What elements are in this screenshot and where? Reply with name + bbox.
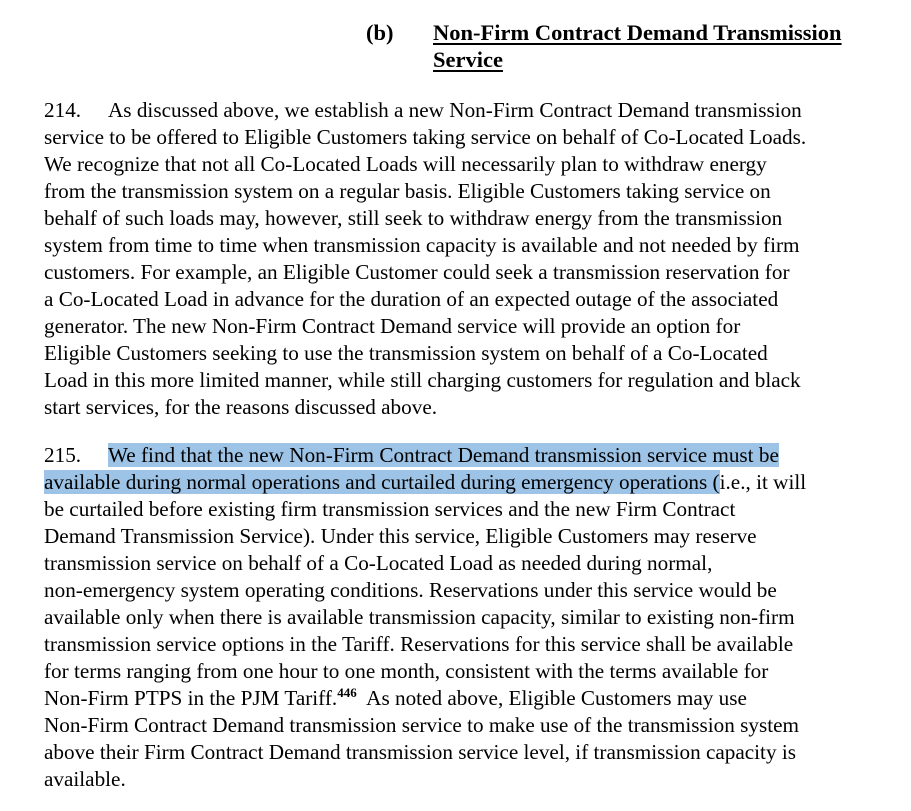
paragraph-214: [44, 97, 894, 421]
section-title: [433, 19, 883, 73]
paragraph-line: available.: [44, 767, 126, 791]
section-title-line: Non-Firm Contract Demand Transmission: [433, 20, 842, 45]
paragraph-line: behalf of such loads may, however, still seek to withdraw energy from the transmission: [44, 206, 783, 230]
paragraph-line: transmission service options in the Tariff. Reservations for this service shall be available: [44, 632, 794, 656]
paragraph-line: Demand Transmission Service). Under this service, Eligible Customers may reserve: [44, 524, 757, 548]
paragraph-line: from the transmission system on a regular basis. Eligible Customers taking service on: [44, 179, 771, 203]
paragraph-line: Non-Firm Contract Demand transmission service to make use of the transmission system: [44, 713, 799, 737]
section-title-line: Service: [433, 47, 503, 72]
paragraph-line: transmission service on behalf of a Co-Located Load as needed during normal,: [44, 551, 713, 575]
paragraph-215: [44, 442, 894, 793]
paragraph-line: generator. The new Non-Firm Contract Demand service will provide an option for: [44, 314, 741, 338]
paragraph-line: a Co-Located Load in advance for the duration of an expected outage of the associated: [44, 287, 779, 311]
paragraph-line: 214. As discussed above, we establish a new Non-Firm Contract Demand transmission: [44, 98, 802, 122]
paragraph-line: Non-Firm PTPS in the PJM Tariff.$^{446}$ As noted above, Eligible Customers may use: [44, 685, 747, 710]
paragraph-line: customers. For example, an Eligible Customer could seek a transmission reservation for: [44, 260, 790, 284]
paragraph-line: available only when there is available transmission capacity, similar to existing non-firm: [44, 605, 795, 629]
paragraph-line: Eligible Customers seeking to use the transmission system on behalf of a Co-Located: [44, 341, 768, 365]
paragraph-line: non-emergency system operating conditions. Reservations under this service would be: [44, 578, 777, 602]
paragraph-line: available during normal operations and curtailed during emergency operations (i.e., it will: [44, 470, 807, 494]
paragraph-line: start services, for the reasons discussed above.: [44, 395, 438, 419]
paragraph-line: for terms ranging from one hour to one month, consistent with the terms available for: [44, 659, 769, 683]
paragraph-number: 215.: [44, 443, 82, 467]
paragraph-line: [44, 442, 894, 469]
paragraph-line: service to be offered to Eligible Customers taking service on behalf of Co-Located Loads.: [44, 125, 807, 149]
text-selection-highlight[interactable]: We find that the new Non-Firm Contract Demand transmission service must be: [108, 443, 779, 467]
paragraph-line: We recognize that not all Co-Located Loads will necessarily plan to withdraw energy: [44, 152, 767, 176]
paragraph-line: system from time to time when transmission capacity is available and not needed by firm: [44, 233, 800, 257]
footnote-marker[interactable]: 446: [337, 685, 357, 700]
text-selection-highlight[interactable]: available during normal operations and curtailed during emergency operations (: [44, 470, 720, 494]
section-letter: (b): [366, 20, 394, 45]
paragraph-number: 214.: [44, 98, 82, 122]
paragraph-line: Load in this more limited manner, while still charging customers for regulation and black: [44, 368, 801, 392]
paragraph-line: be curtailed before existing firm transmission services and the new Firm Contract: [44, 497, 736, 521]
paragraph-line: above their Firm Contract Demand transmission service level, if transmission capacity is: [44, 740, 796, 764]
